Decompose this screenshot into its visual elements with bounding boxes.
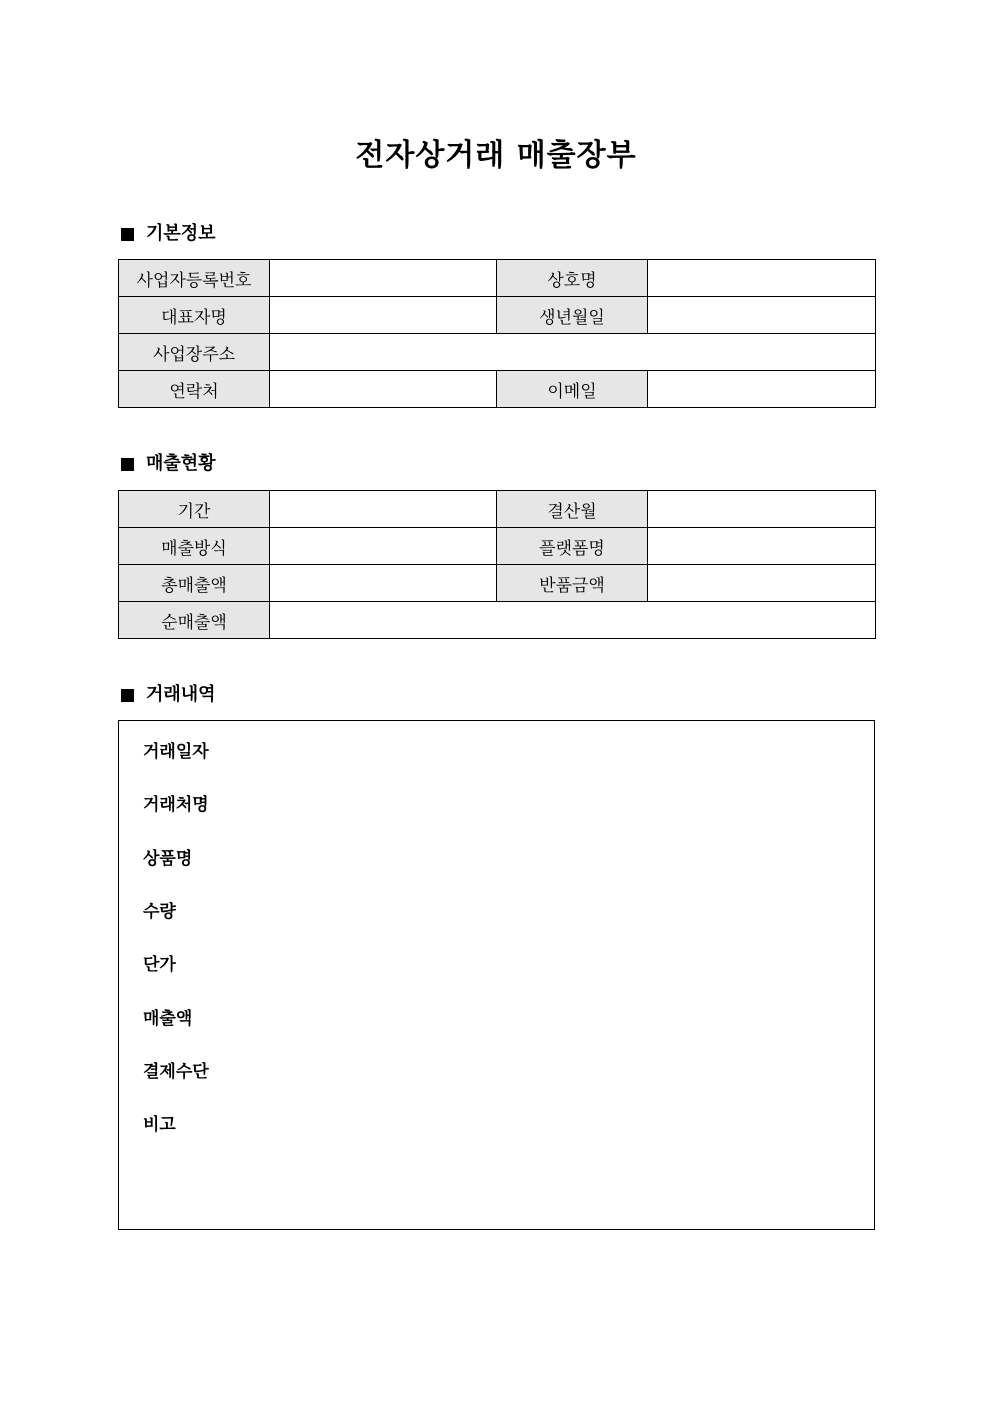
period-label: 기간 bbox=[119, 491, 270, 528]
section-heading-text: 매출현황 bbox=[146, 453, 216, 474]
email-label: 이메일 bbox=[497, 371, 648, 408]
table-row bbox=[119, 334, 876, 371]
sales-status-table bbox=[118, 490, 876, 639]
sales-method-label: 매출방식 bbox=[119, 528, 270, 565]
business-reg-no-field[interactable] bbox=[270, 260, 497, 297]
return-amount-field[interactable] bbox=[648, 565, 876, 602]
birth-date-label: 생년월일 bbox=[497, 297, 648, 334]
document-title: 전자상거래 매출장부 bbox=[355, 138, 637, 173]
table-row bbox=[119, 371, 876, 408]
address-label: 사업장주소 bbox=[119, 334, 270, 371]
basic-info-table bbox=[118, 259, 876, 408]
section-heading-text: 기본정보 bbox=[146, 223, 216, 244]
net-sales-label: 순매출액 bbox=[119, 602, 270, 639]
transaction-details-box[interactable] bbox=[118, 720, 875, 1230]
company-name-field[interactable] bbox=[648, 260, 876, 297]
table-row bbox=[119, 260, 876, 297]
gross-sales-field[interactable] bbox=[270, 565, 497, 602]
settlement-month-label: 결산월 bbox=[497, 491, 648, 528]
sales-amount-label: 매출액 bbox=[143, 1009, 193, 1029]
email-field[interactable] bbox=[648, 371, 876, 408]
settlement-month-field[interactable] bbox=[648, 491, 876, 528]
client-name-label: 거래처명 bbox=[143, 795, 209, 815]
table-row bbox=[119, 297, 876, 334]
black-square-icon bbox=[121, 228, 134, 241]
contact-field[interactable] bbox=[270, 371, 497, 408]
business-reg-no-label: 사업자등록번호 bbox=[119, 260, 270, 297]
black-square-icon bbox=[121, 689, 134, 702]
table-row bbox=[119, 602, 876, 639]
quantity-label: 수량 bbox=[143, 902, 176, 922]
net-sales-field[interactable] bbox=[270, 602, 876, 639]
return-amount-label: 반품금액 bbox=[497, 565, 648, 602]
section-heading-text: 거래내역 bbox=[146, 684, 216, 705]
table-row bbox=[119, 565, 876, 602]
section-heading-basic-info bbox=[119, 222, 216, 246]
section-heading-transactions bbox=[119, 683, 216, 707]
company-name-label: 상호명 bbox=[497, 260, 648, 297]
platform-name-field[interactable] bbox=[648, 528, 876, 565]
gross-sales-label: 총매출액 bbox=[119, 565, 270, 602]
period-field[interactable] bbox=[270, 491, 497, 528]
representative-label: 대표자명 bbox=[119, 297, 270, 334]
contact-label: 연락처 bbox=[119, 371, 270, 408]
birth-date-field[interactable] bbox=[648, 297, 876, 334]
table-row bbox=[119, 491, 876, 528]
unit-price-label: 단가 bbox=[143, 955, 176, 975]
address-field[interactable] bbox=[270, 334, 876, 371]
product-name-label: 상품명 bbox=[143, 849, 193, 869]
section-heading-sales-status bbox=[119, 452, 216, 476]
representative-field[interactable] bbox=[270, 297, 497, 334]
payment-method-label: 결제수단 bbox=[143, 1062, 209, 1082]
remarks-label: 비고 bbox=[143, 1115, 176, 1135]
black-square-icon bbox=[121, 458, 134, 471]
platform-name-label: 플랫폼명 bbox=[497, 528, 648, 565]
sales-method-field[interactable] bbox=[270, 528, 497, 565]
transaction-date-label: 거래일자 bbox=[143, 742, 209, 762]
table-row bbox=[119, 528, 876, 565]
